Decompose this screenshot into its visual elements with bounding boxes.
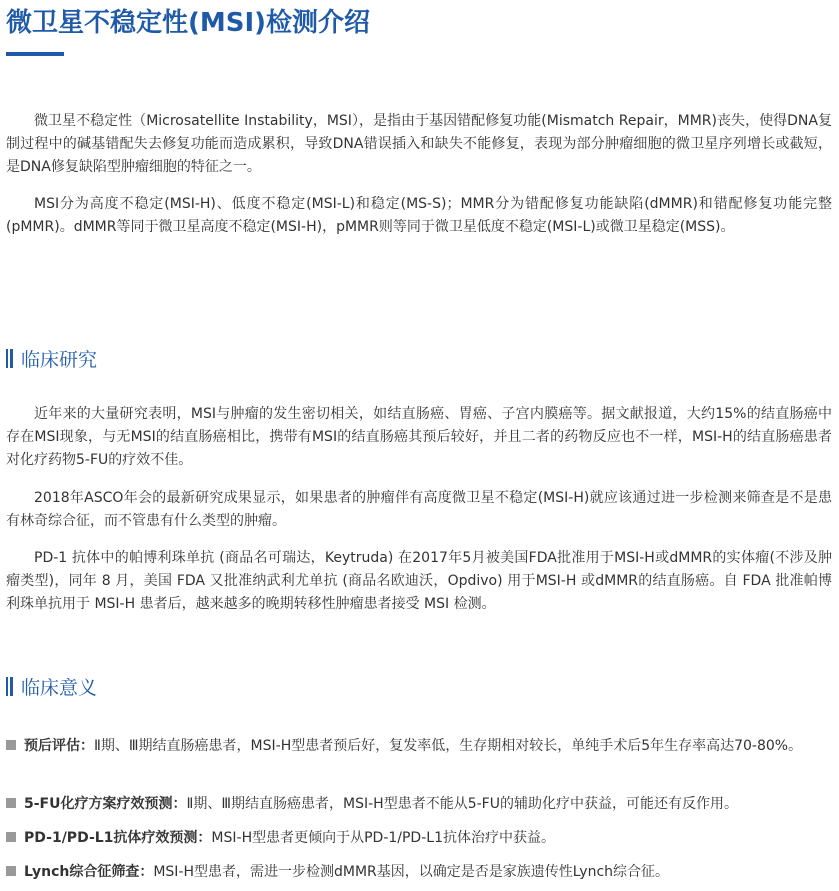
section-marker-icon bbox=[6, 677, 13, 696]
list-item bbox=[6, 827, 832, 850]
list-item-label: 5-FU化疗方案疗效预测： bbox=[24, 796, 187, 812]
intro-paragraph-2: MSI分为高度不稳定(MSI-H)、低度不稳定(MSI-L)和稳定(MS-S)；MMR分为错配修复功能缺陷(dMMR)和错配修复功能完整(pMMR)。dMMR等同于微卫星高度不稳定(MSI-H)，pMMR则等同于微卫星低度不稳定(MSI-L)或微卫星稳定(MSS)。 bbox=[6, 196, 832, 235]
section-heading-text: 临床意义 bbox=[21, 676, 98, 699]
square-bullet-icon bbox=[6, 740, 16, 750]
list-item-label: Lynch综合征筛查： bbox=[24, 864, 154, 880]
section-heading-text: 临床研究 bbox=[21, 348, 98, 371]
list-item-label: 预后评估： bbox=[24, 738, 94, 754]
research-paragraph-1: 近年来的大量研究表明，MSI与肿瘤的发生密切相关，如结直肠癌、胃癌、子宫内膜癌等。据文献报道，大约15%的结直肠癌中存在MSI现象，与无MSI的结直肠癌相比，携带有MSI的结直肠癌其预后较好，并且二者的药物反应也不一样，MSI-H的结直肠癌患者对化疗药物5-FU的疗效不佳。 bbox=[6, 406, 832, 468]
square-bullet-icon bbox=[6, 866, 16, 876]
list-item-text: MSI-H型患者更倾向于从PD-1/PD-L1抗体治疗中获益。 bbox=[211, 830, 555, 846]
intro-paragraph-1: 微卫星不稳定性（Microsatellite Instability，MSI），是指由于基因错配修复功能(Mismatch Repair，MMR)丧失，使得DNA复制过程中的碱基错配失去修复功能而造成累积，导致DNA错误插入和缺失不能修复，表现为部分肿瘤细胞的微卫星序列增长或截短，是DNA修复缺陷型肿瘤细胞的特征之一。 bbox=[6, 113, 832, 175]
research-paragraph-2: 2018年ASCO年会的最新研究成果显示，如果患者的肿瘤伴有高度微卫星不稳定(MSI-H)就应该通过进一步检测来筛查是不是患有林奇综合征，而不管患有什么类型的肿瘤。 bbox=[6, 490, 832, 529]
list-item-text: MSI-H型患者，需进一步检测dMMR基因，以确定是否是家族遗传性Lynch综合征。 bbox=[153, 864, 670, 880]
section-marker-icon bbox=[6, 349, 13, 368]
list-item-text: Ⅱ期、Ⅲ期结直肠癌患者，MSI-H型患者不能从5-FU的辅助化疗中获益，可能还有反作用。 bbox=[186, 796, 738, 812]
list-item-text: Ⅱ期、Ⅲ期结直肠癌患者，MSI-H型患者预后好，复发率低，生存期相对较长，单纯手术后5年生存率高达70-80%。 bbox=[94, 738, 803, 754]
square-bullet-icon bbox=[6, 832, 16, 842]
list-item-label: PD-1/PD-L1抗体疗效预测： bbox=[24, 830, 212, 846]
page-title: 微卫星不稳定性(MSI)检测介绍 bbox=[6, 8, 371, 38]
list-item bbox=[6, 793, 832, 816]
title-underline bbox=[6, 52, 64, 56]
list-item bbox=[6, 861, 832, 884]
research-paragraph-3: PD-1 抗体中的帕博利珠单抗 (商品名可瑞达，Keytruda) 在2017年5月被美国FDA批准用于MSI-H或dMMR的实体瘤(不涉及肿瘤类型)，同年 8 月，美国 FDA 又批准纳武利尤单抗 (商品名欧迪沃，Opdivo) 用于MSI-H 或dMMR的结直肠癌。自 FDA 批准帕博利珠单抗用于 MSI-H 患者后，越来越多的晚期转移性肿瘤患者接受 MSI 检测。 bbox=[6, 550, 832, 612]
section-heading-clinical-research bbox=[6, 346, 97, 370]
section-heading-clinical-significance bbox=[6, 674, 97, 698]
square-bullet-icon bbox=[6, 798, 16, 808]
list-item bbox=[6, 735, 832, 758]
